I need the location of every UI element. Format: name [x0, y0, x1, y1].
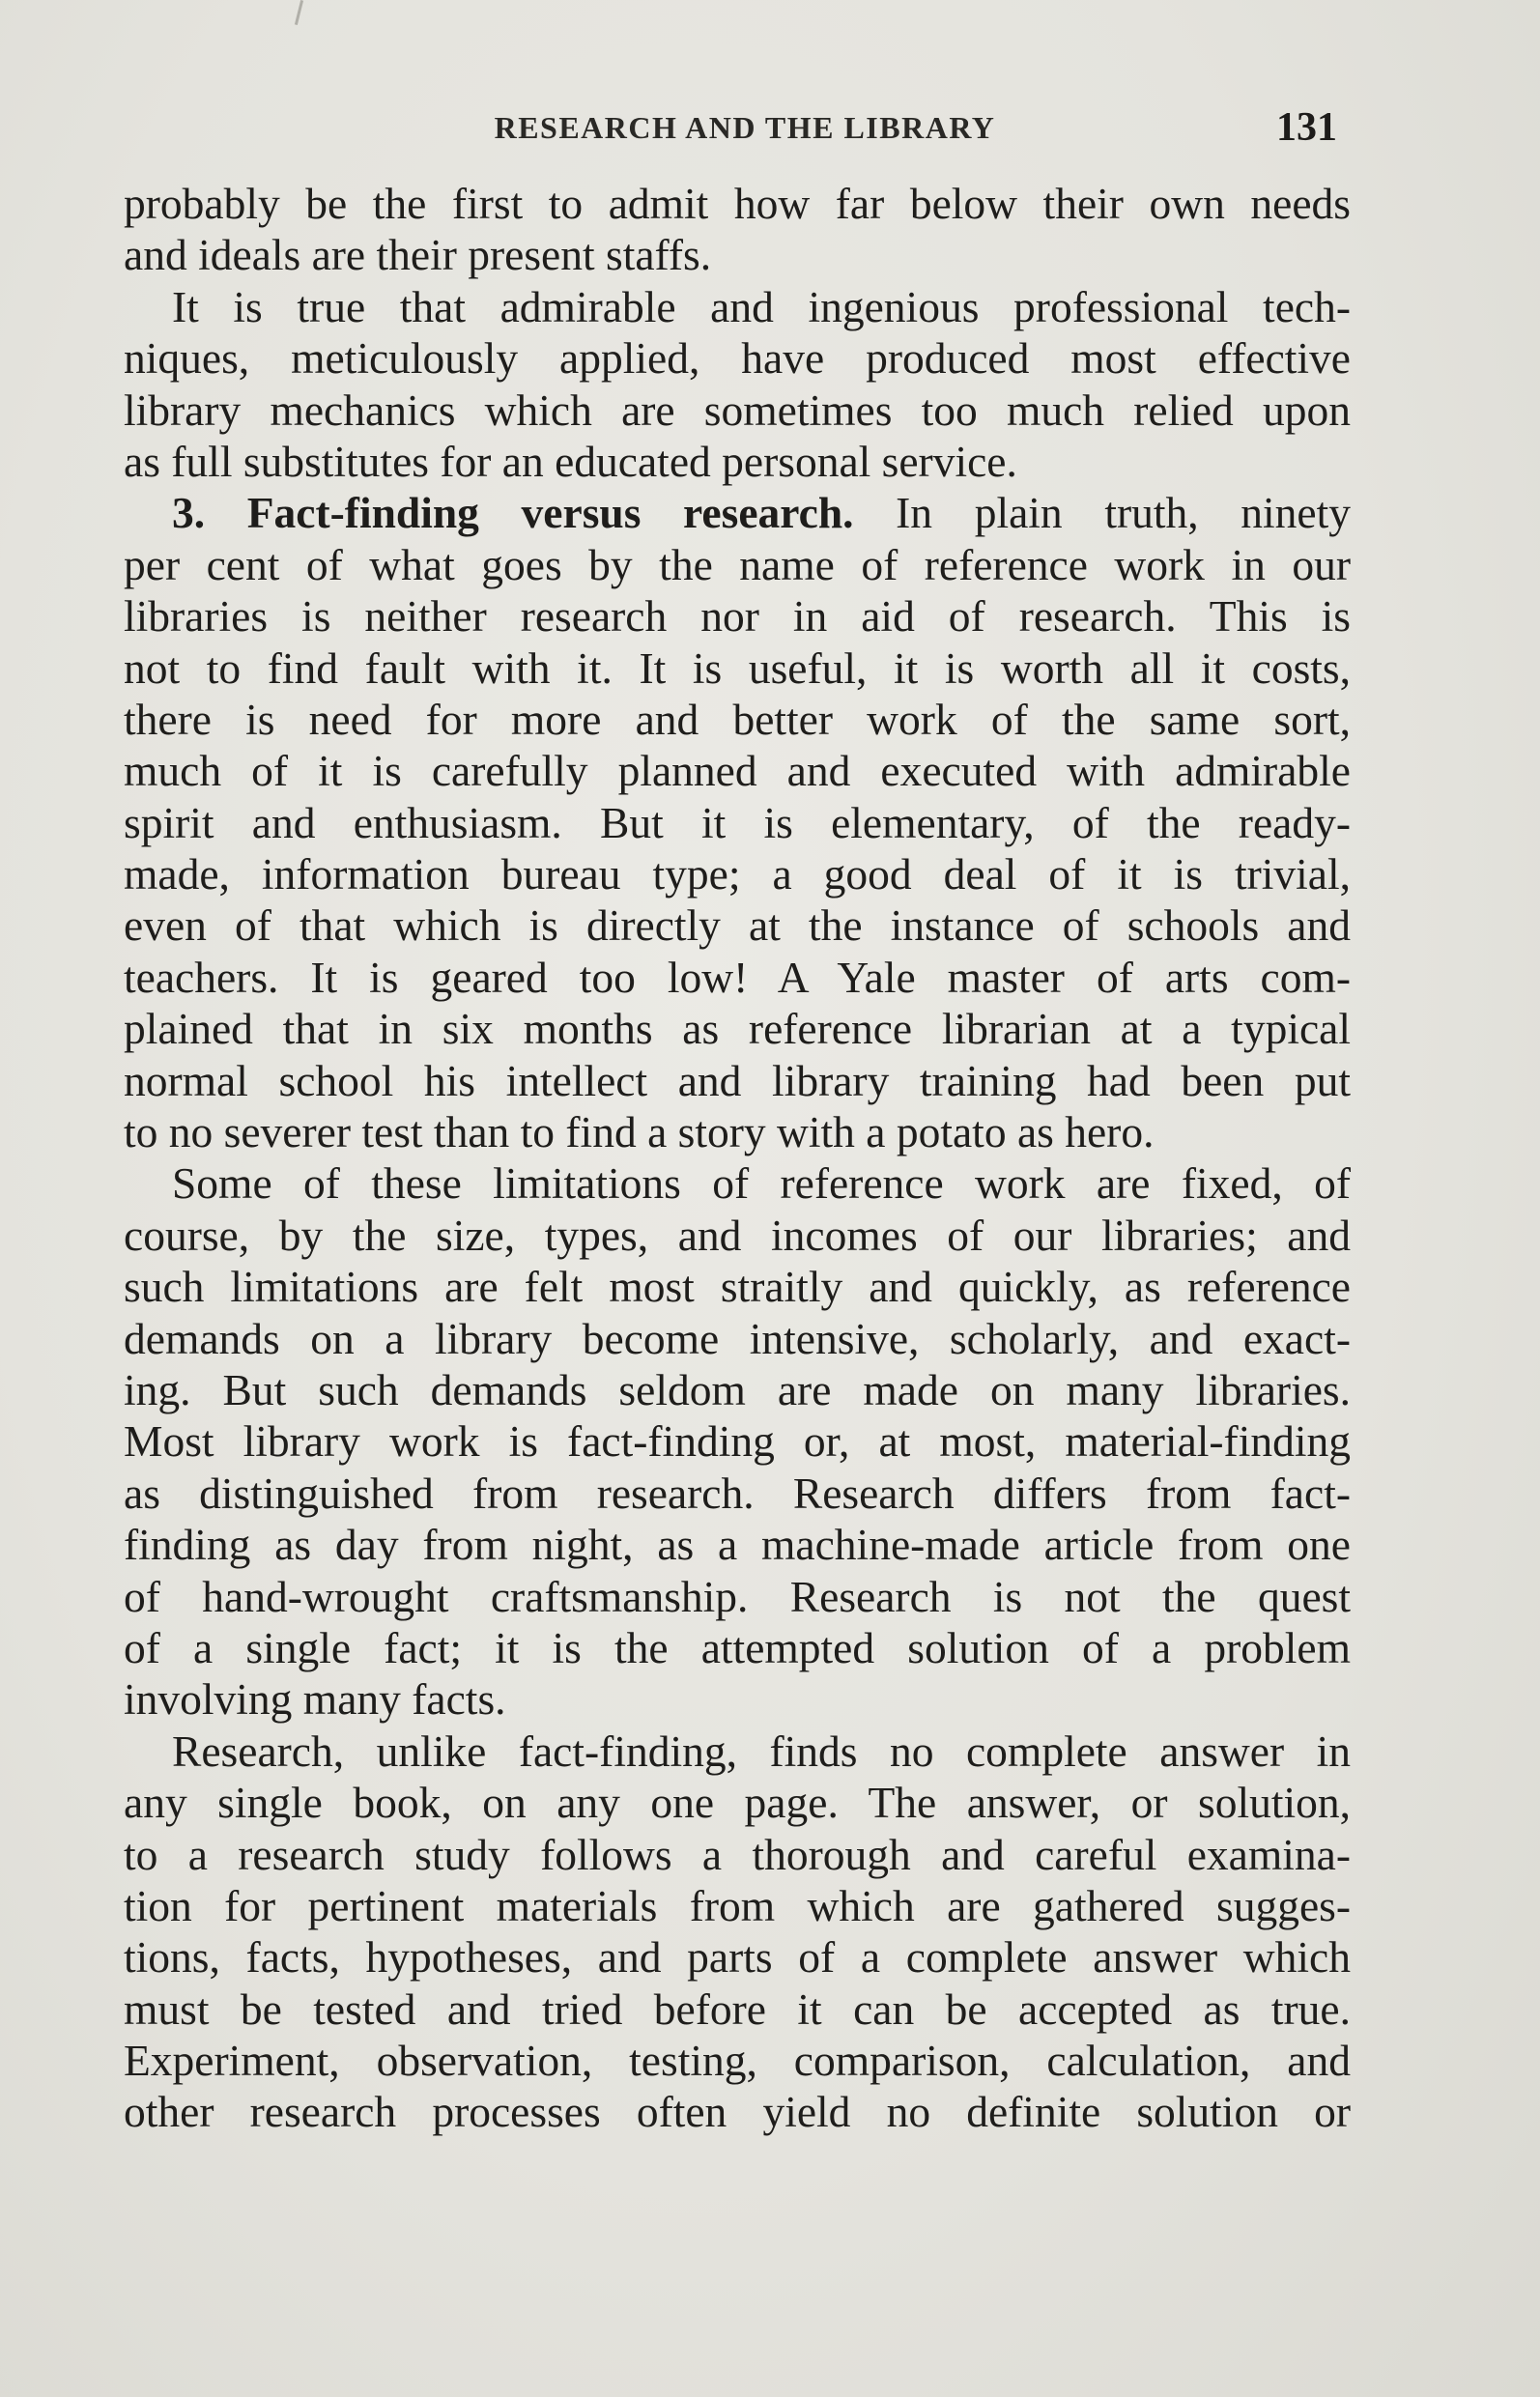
text-line: not to find fault with it. It is useful, it is worth all it costs,: [124, 642, 1351, 693]
text-line: demands on a library become intensive, scholarly, and exact-: [124, 1313, 1351, 1363]
text-line: course, by the size, types, and incomes of our libraries; and: [124, 1210, 1351, 1260]
text-line: per cent of what goes by the name of reference work in our: [124, 539, 1351, 589]
text-line: normal school his intellect and library training had been put: [124, 1055, 1351, 1105]
text-line: ing. But such demands seldom are made on many libraries.: [124, 1364, 1351, 1414]
text-line: niques, meticulously applied, have produced most effective: [124, 333, 1351, 384]
text-line: there is need for more and better work of the same sort,: [124, 694, 1351, 744]
text-line: must be tested and tried before it can be accepted as true.: [124, 1983, 1351, 2034]
text-line: much of it is carefully planned and executed with admirable: [124, 746, 1351, 796]
text-line: tion for pertinent materials from which are gathered sugges-: [124, 1880, 1351, 1930]
text-line: to no severer test than to find a story with a potato as hero.: [124, 1107, 1155, 1157]
text-line: involving many facts.: [124, 1674, 506, 1725]
text-line: Some of these limitations of reference work are fixed, of: [172, 1158, 1351, 1209]
text-line: even of that which is directly at the instance of schools and: [124, 900, 1351, 951]
text-line: Experiment, observation, testing, comparison, calculation, and: [124, 2036, 1351, 2086]
text-line: Most library work is fact-finding or, at most, material-finding: [124, 1416, 1351, 1467]
text-line: as distinguished from research. Research differs from fact-: [124, 1468, 1351, 1518]
text-line: as full substitutes for an educated personal service.: [124, 436, 1017, 486]
text-line: library mechanics which are sometimes too much relied upon: [124, 385, 1351, 435]
page-header: [124, 104, 1337, 158]
text-line: any single book, on any one page. The answer, or solution,: [124, 1778, 1351, 1828]
section-heading: 3. Fact-finding versus research.: [172, 488, 854, 538]
text-line: finding as day from night, as a machine-made article from one: [124, 1520, 1351, 1570]
text-line: made, information bureau type; a good deal of it is trivial,: [124, 849, 1351, 899]
text-line: spirit and enthusiasm. But it is elementary, of the ready-: [124, 797, 1351, 847]
text-line: It is true that admirable and ingenious professional tech-: [172, 281, 1351, 331]
section-heading-line: [124, 487, 1351, 538]
text-fragment: In plain truth, ninety: [896, 488, 1351, 538]
text-line: of hand-wrought craftsmanship. Research is not the quest: [124, 1571, 1351, 1621]
paper-mark: [295, 0, 303, 25]
text-line: Research, unlike fact-finding, finds no complete answer in: [172, 1726, 1351, 1776]
text-line: to a research study follows a thorough and careful examina-: [124, 1829, 1351, 1879]
page-number: 131: [1276, 105, 1337, 150]
text-line: plained that in six months as reference librarian at a typical: [124, 1004, 1351, 1054]
text-line: teachers. It is geared too low! A Yale master of arts com-: [124, 952, 1351, 1002]
text-line: tions, facts, hypotheses, and parts of a complete answer which: [124, 1932, 1351, 1983]
body-text: [124, 178, 1351, 2138]
text-line: of a single fact; it is the attempted solution of a problem: [124, 1622, 1351, 1672]
text-line: other research processes often yield no definite solution or: [124, 2087, 1351, 2137]
text-line: libraries is neither research nor in aid of research. This is: [124, 591, 1351, 642]
text-line: probably be the first to admit how far below their own needs: [124, 179, 1351, 228]
text-line: and ideals are their present staffs.: [124, 230, 712, 280]
running-head: RESEARCH AND THE LIBRARY: [494, 110, 996, 145]
text-line: such limitations are felt most straitly and quickly, as reference: [124, 1262, 1351, 1312]
